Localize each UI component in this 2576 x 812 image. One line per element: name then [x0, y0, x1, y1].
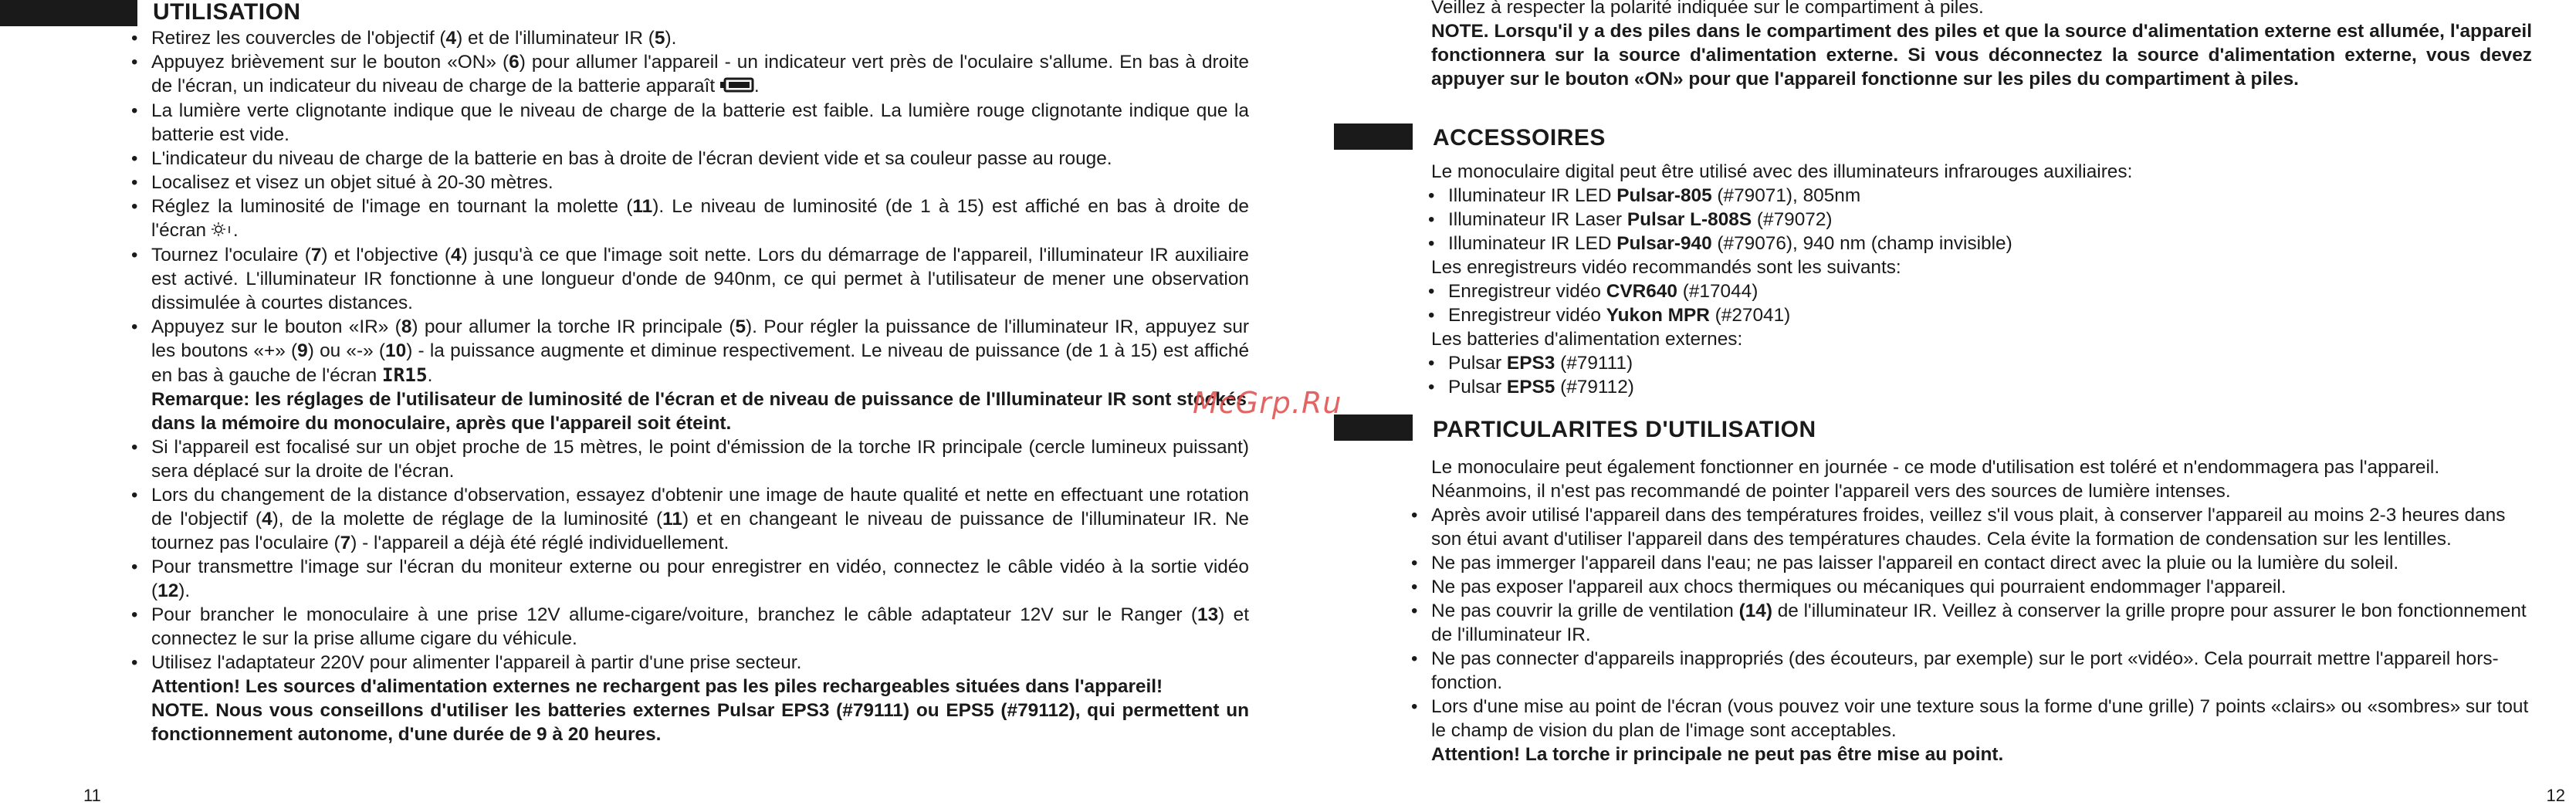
list-item: • Lors du changement de la distance d'observation, essayez d'obtenir une image de haute qualité et nette en effectuant une rotation de l'objectif (4), de la molette de réglage de la luminosité (11) et en changeant le niveau de puissance de l'illuminateur IR. Ne tournez pas l'oculaire (7) - l'appareil a déjà été réglé individuellement.: [151, 483, 1249, 555]
attention-text: Attention! Les sources d'alimentation externes ne rechargent pas les piles rechargeables situées dans l'appareil!: [151, 676, 1163, 698]
accessories-intro: Le monoculaire digital peut être utilisé avec des illuminateurs infrarouges auxiliaires:: [1431, 161, 2133, 182]
list-item: • Ne pas immerger l'appareil dans l'eau; ne pas laisser l'appareil en contact direct avec la pluie ou la lumière du soleil.: [1431, 551, 2532, 575]
particularites-list: [1431, 503, 2532, 743]
list-item: • Pulsar EPS3 (#79111): [1448, 351, 2532, 375]
remark-text: Remarque: les réglages de l'utilisateur de luminosité de l'écran et de niveau de puissance de l'Illuminateur IR sont stockés dans la mémoire du monoculaire, après que l'appareil soit éteint.: [151, 389, 1247, 435]
list-item: • Si l'appareil est focalisé sur un objet proche de 15 mètres, le point d'émission de la torche IR principale (cercle lumineux puissant) sera déplacé sur la droite de l'écran.: [151, 435, 1249, 483]
page-number: 12: [2546, 786, 2565, 805]
batteries-intro: Les batteries d'alimentation externes:: [1431, 329, 1743, 350]
illuminators-list: [1431, 184, 2532, 255]
watermark: McGrp.Ru: [1193, 386, 1342, 420]
list-item: • Après avoir utilisé l'appareil dans des températures froides, veillez s'il vous plait, à conserver l'appareil au moins 2-3 heures dans son étui avant d'utiliser l'appareil dans des températures chaudes. Cela évite la formation de condensation sur les lentilles.: [1431, 503, 2532, 551]
recorders-list: [1431, 279, 2532, 327]
brightness-icon: [212, 219, 233, 243]
list-item: • Illuminateur IR LED Pulsar-805 (#79071), 805nm: [1448, 184, 2532, 208]
particularites-intro: Le monoculaire peut également fonctionner en journée - ce mode d'utilisation est toléré et n'endommagera pas l'appareil. Néanmoins, il n'est pas recommandé de pointer l'appareil vers des sources de lumière intenses.: [1431, 457, 2440, 502]
external-power-note: NOTE. Lorsqu'il y a des piles dans le compartiment des piles et que la source d'alimentation externe est allumée, l'appareil fonctionnera sur la source d'alimentation externe. Si vous déconnectez la source d'alimentation externe, vous devez appuyer sur le bouton «ON» pour que l'appareil fonctionne sur les piles du compartiment à piles.: [1431, 21, 2532, 90]
section-title-particularites: PARTICULARITES D'UTILISATION: [1433, 417, 1816, 442]
section-title-utilisation: UTILISATION: [153, 0, 301, 25]
list-item: • Pour transmettre l'image sur l'écran du moniteur externe ou pour enregistrer en vidéo, connectez le câble vidéo à la sortie vidéo (12).: [151, 555, 1249, 603]
section-title-accessoires: ACCESSOIRES: [1433, 125, 1606, 151]
note-text: NOTE. Nous vous conseillons d'utiliser les batteries externes Pulsar EPS3 (#79111) ou EPS5 (#79112), qui permettent un fonctionnement autonome, d'une durée de 9 à 20 heures.: [151, 700, 1249, 746]
list-item: • Utilisez l'adaptateur 220V pour alimenter l'appareil à partir d'une prise secteur. Attention! Les sources d'alimentation externes ne rechargent pas les piles rechargeables situées dans l'appareil! NOTE. Nous vous conseillons d'utiliser les batteries externes Pulsar EPS3 (#79111) ou EPS5 (#79112), qui permettent un fonctionnement autonome, d'une durée de 9 à 20 heures.: [151, 651, 1249, 746]
utilisation-body: [151, 26, 1249, 746]
particularites-body: [1431, 455, 2532, 766]
section-bar: [1334, 123, 1413, 150]
recorders-intro: Les enregistreurs vidéo recommandés sont les suivants:: [1431, 257, 1901, 278]
list-item: • Enregistreur vidéo CVR640 (#17044): [1448, 279, 2532, 303]
section-bar: [0, 0, 137, 26]
list-item: • Ne pas couvrir la grille de ventilation (14) de l'illuminateur IR. Veillez à conserver la grille propre pour assurer le bon fonctionnement de l'illuminateur IR.: [1431, 599, 2532, 647]
polarity-note: [1431, 0, 2532, 91]
list-item: • Enregistreur vidéo Yukon MPR (#27041): [1448, 303, 2532, 327]
list-item: • L'indicateur du niveau de charge de la batterie en bas à droite de l'écran devient vide et sa couleur passe au rouge.: [151, 147, 1249, 171]
list-item: • Ne pas exposer l'appareil aux chocs thermiques ou mécaniques qui pourraient endommager l'appareil.: [1431, 575, 2532, 599]
page-number: 11: [83, 786, 101, 805]
batteries-list: [1431, 351, 2532, 399]
list-item: • Localisez et visez un objet situé à 20-30 mètres.: [151, 171, 1249, 195]
torch-attention: Attention! La torche ir principale ne peut pas être mise au point.: [1431, 744, 2004, 765]
list-item: • Retirez les couvercles de l'objectif (4) et de l'illuminateur IR (5).: [151, 26, 1249, 50]
utilisation-list: [151, 26, 1249, 746]
list-item: • Tournez l'oculaire (7) et l'objective (4) jusqu'à ce que l'image soit nette. Lors du démarrage de l'appareil, l'illuminateur IR auxiliaire est activé. L'illuminateur IR fonctionne à une longueur d'onde de 940nm, ce qui permet à l'utilisateur de mener une observation dissimulée à courtes distances.: [151, 243, 1249, 315]
list-item: • Appuyez sur le bouton «IR» (8) pour allumer la torche IR principale (5). Pour régler la puissance de l'illuminateur IR, appuyez sur les boutons «+» (9) ou «-» (10) - la puissance augmente et diminue respectivement. Le niveau de puissance (de 1 à 15) est affiché en bas à gauche de l'écran IR15. Remarque: les réglages de l'utilisateur de luminosité de l'écran et de niveau de puissance de l'Illuminateur IR sont stockés dans la mémoire du monoculaire, après que l'appareil soit éteint.: [151, 315, 1249, 435]
list-item: • Réglez la luminosité de l'image en tournant la molette (11). Le niveau de luminosité (de 1 à 15) est affiché en bas à droite de l'écran .: [151, 195, 1249, 243]
right-page: [1288, 0, 2576, 812]
ir-level-indicator: IR15: [381, 364, 428, 387]
list-item: • Lors d'une mise au point de l'écran (vous pouvez voir une texture sous la forme d'une grille) 7 points «clairs» ou «sombres» sur tout le champ de vision du plan de l'image sont acceptables.: [1431, 695, 2532, 743]
accessories-body: [1431, 160, 2532, 399]
section-bar: [1334, 414, 1413, 441]
list-item: • La lumière verte clignotante indique que le niveau de charge de la batterie est faible. La lumière rouge clignotante indique que la batterie est vide.: [151, 99, 1249, 147]
list-item: • Appuyez brièvement sur le bouton «ON» (6) pour allumer l'appareil - un indicateur vert près de l'oculaire s'allume. En bas à droite de l'écran, un indicateur du niveau de charge de la batterie apparaît .: [151, 50, 1249, 99]
polarity-text: Veillez à respecter la polarité indiquée sur le compartiment à piles.: [1431, 0, 1984, 18]
list-item: • Illuminateur IR LED Pulsar-940 (#79076), 940 nm (champ invisible): [1448, 232, 2532, 255]
list-item: • Pulsar EPS5 (#79112): [1448, 375, 2532, 399]
list-item: • Ne pas connecter d'appareils inappropriés (des écouteurs, par exemple) sur le port «vidéo». Cela pourrait mettre l'appareil hors-fonction.: [1431, 647, 2532, 695]
list-item: • Pour brancher le monoculaire à une prise 12V allume-cigare/voiture, branchez le câble adaptateur 12V sur le Ranger (13) et connectez le sur la prise allume cigare du véhicule.: [151, 603, 1249, 651]
list-item: • Illuminateur IR Laser Pulsar L-808S (#79072): [1448, 208, 2532, 232]
battery-icon: [720, 75, 754, 99]
